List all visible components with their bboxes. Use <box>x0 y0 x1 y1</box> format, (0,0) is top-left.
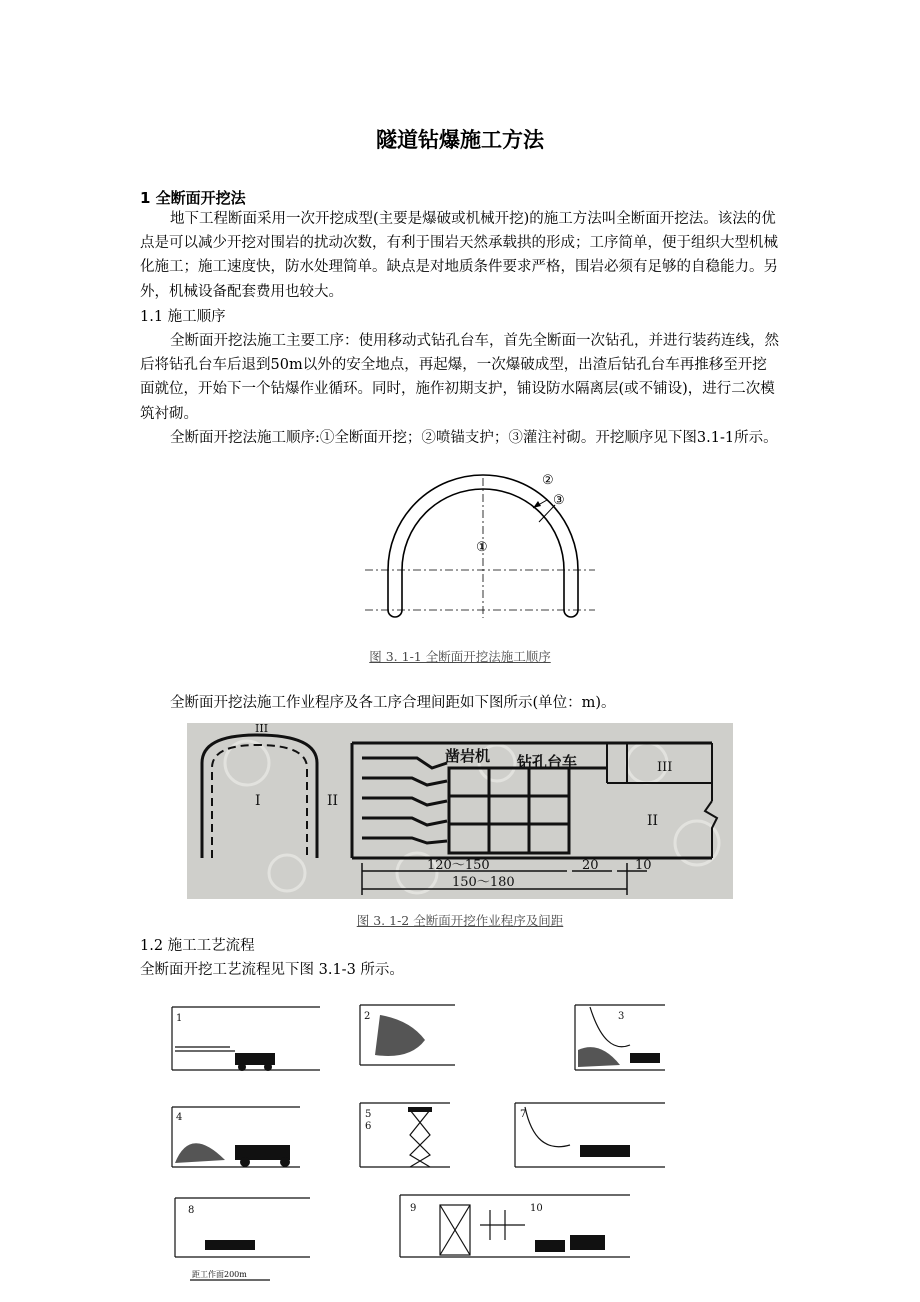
paragraph-figure2-intro-text: 全断面开挖法施工作业程序及各工序合理间距如下图所示(单位：m)。 <box>170 695 616 711</box>
figure2-caption-text: 图 3. 1-2 全断面开挖作业程序及间距 <box>356 913 564 928</box>
page-title: 隧道钻爆施工方法 <box>376 128 544 152</box>
fig2-label-III-right: III <box>657 760 673 775</box>
figure-full-section-order <box>355 470 595 630</box>
fig3-step-2: 2 <box>364 1011 371 1022</box>
fig3-step-1: 1 <box>176 1013 183 1024</box>
fig3-step-5: 5 <box>365 1109 372 1120</box>
fig2-dim-3: 10 <box>635 858 652 873</box>
paragraph-sequence-text: 全断面开挖法施工主要工序：使用移动式钻孔台车，首先全断面一次钻孔，并进行装药连线，然后将钻孔台车后退到50m以外的安全地点，再起爆，一次爆破成型，出渣后钻孔台车再推移至开挖面就位，开始下一个钻爆作业循环。同时，施作初期支护，铺设防水隔离层(或不铺设)，进行二次模筑衬砌。 <box>140 333 779 422</box>
paragraph-sequence <box>140 329 780 426</box>
section-heading-1-1: 1.1 施工顺序 <box>140 309 226 325</box>
figure-work-procedure <box>187 723 733 899</box>
fig3-step-6: 6 <box>365 1121 372 1132</box>
fig1-label-3: ③ <box>553 493 565 508</box>
fig2-label-III-left: III <box>255 723 269 735</box>
figure2-caption <box>0 911 920 929</box>
fig3-step-4: 4 <box>176 1112 183 1123</box>
section-heading-1-2: 1.2 施工工艺流程 <box>140 938 255 954</box>
paragraph-figure2-intro <box>140 691 780 715</box>
fig2-label-II-right: II <box>647 813 659 829</box>
fig2-label-II-left: II <box>327 793 339 809</box>
fig3-step-9: 9 <box>410 1203 417 1214</box>
figure1-caption <box>0 647 920 665</box>
fig2-label-rock-drill: 凿岩机 <box>445 747 491 765</box>
fig2-label-jumbo: 钻孔台车 <box>517 753 578 771</box>
fig2-dim-4: 150～180 <box>452 875 515 890</box>
paragraph-intro <box>140 207 780 304</box>
fig2-dim-1: 120～150 <box>427 858 490 873</box>
fig3-step-8: 8 <box>188 1205 195 1216</box>
fig1-label-1: ① <box>476 540 488 555</box>
paragraph-order-text: 全断面开挖法施工顺序:①全断面开挖；②喷锚支护；③灌注衬砌。开挖顺序见下图3.1-1所示。 <box>170 430 778 446</box>
paragraph-order <box>140 426 780 450</box>
paragraph-intro-text: 地下工程断面采用一次开挖成型(主要是爆破或机械开挖)的施工方法叫全断面开挖法。该法的优点是可以减少开挖对围岩的扰动次数，有利于围岩天然承载拱的形成；工序简单，便于组织大型机械化施工；施工速度快，防水处理简单。缺点是对地质条件要求严格，围岩必须有足够的自稳能力。另外，机械设备配套费用也较大。 <box>140 211 778 300</box>
fig3-step-3: 3 <box>618 1011 625 1022</box>
paragraph-process-intro: 全断面开挖工艺流程见下图 3.1-3 所示。 <box>140 962 404 978</box>
section-heading-1: 1 全断面开挖法 <box>140 189 246 207</box>
figure1-caption-text: 图 3. 1-1 全断面开挖法施工顺序 <box>369 649 551 664</box>
fig3-step-10: 10 <box>530 1203 543 1214</box>
fig3-dim-label: 距工作面200m <box>192 1270 247 1279</box>
fig2-dim-2: 20 <box>582 858 599 873</box>
fig2-label-I: I <box>255 793 261 809</box>
fig1-label-2: ② <box>542 473 554 488</box>
fig3-step-7: 7 <box>520 1109 527 1120</box>
figure-process-flow <box>160 995 680 1295</box>
